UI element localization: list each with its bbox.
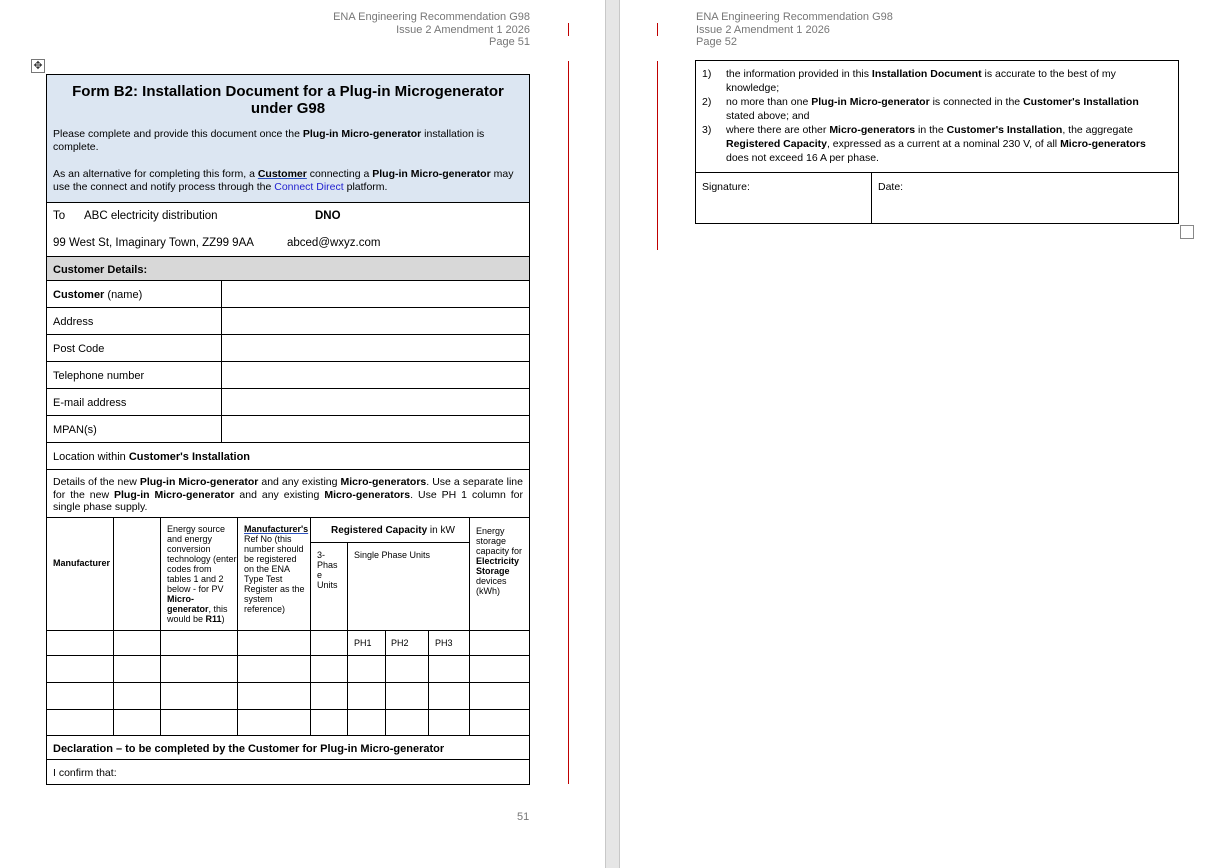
col-ph1: PH1	[354, 638, 372, 648]
col-manufacturer: Manufacturer	[53, 558, 111, 568]
col-ph2: PH2	[391, 638, 409, 648]
connect-direct-link[interactable]: Connect Direct	[274, 181, 344, 193]
mpan-row: MPAN(s)	[47, 416, 529, 443]
date-label: Date:	[878, 181, 904, 193]
page-number: 51	[517, 811, 530, 823]
page2-header-line2: Issue 2 Amendment 1 2026	[696, 23, 830, 36]
location-row: Location within Customer's Installation	[47, 443, 529, 470]
page2-header	[696, 11, 893, 49]
customer-details-header: Customer Details:	[47, 256, 529, 281]
intro-paragraph-1: Please complete and provide this document once the Plug-in Micro-generator installation is complete.	[53, 128, 485, 153]
page-gap-edge-right	[619, 0, 620, 868]
intro-paragraph-2: As an alternative for completing this form, a Customer connecting a Plug-in Micro-generator may use the connect and notify process through the Connect Direct platform.	[53, 168, 514, 193]
to-label: To	[53, 210, 66, 222]
page-gap-edge-left	[605, 0, 606, 868]
col-registered-capacity: Registered Capacity in kW	[331, 525, 455, 536]
revision-bar	[568, 23, 569, 36]
page1-header-line3: Page 51	[489, 36, 530, 48]
page2-header-line1: ENA Engineering Recommendation G98	[696, 11, 893, 23]
col-energy-storage: Energy storage capacity for Electricity Storage devices (kWh)	[476, 526, 523, 596]
page1-header-line2: Issue 2 Amendment 1 2026	[396, 23, 530, 36]
page2-header-line3: Page 52	[696, 36, 737, 48]
recipient-name: ABC electricity distribution	[84, 210, 218, 222]
declaration-continued: 1) the information provided in this Installation Document is accurate to the best of my knowledge; 2) no more than one Plug-in Micro-generator is connected in the Customer's Installation stated above; and 3) where there are other Micro-generators in the Customer's Installation, the aggregate Registered Capacity, expressed as a current at a nominal 230 V, of all Micro-generators does not exceed 16 A per phase. Signature: Date:	[695, 60, 1179, 224]
revision-bar	[568, 61, 569, 784]
form-title: Form B2: Installation Document for a Plug-in Microgenerator under G98	[72, 83, 504, 117]
recipient-email: abced@wxyz.com	[287, 237, 381, 249]
form-intro	[47, 75, 529, 203]
col-three-phase: 3- Phas e Units	[317, 550, 338, 590]
generator-details-instructions: Details of the new Plug-in Micro-generator and any existing Micro-generators. Use a separate line for the new Plug-in Micro-generator and any existing Micro-generators. Use PH 1 column for single phase supply.	[47, 470, 529, 518]
move-arrows-icon[interactable]: ✥	[31, 59, 45, 73]
email-row: E-mail address	[47, 389, 529, 416]
col-single-phase: Single Phase Units	[354, 550, 431, 560]
end-marker-icon	[1180, 225, 1194, 239]
page1-header	[333, 11, 530, 49]
revision-bar	[657, 23, 658, 36]
post-code-row: Post Code	[47, 335, 529, 362]
dno-label: DNO	[315, 210, 341, 222]
recipient-address: 99 West St, Imaginary Town, ZZ99 9AA	[53, 237, 254, 249]
signature-label: Signature:	[702, 181, 750, 193]
customer-name-row: Customer (name)	[47, 281, 529, 308]
confirm-text: I confirm that:	[53, 767, 117, 779]
installation-form	[46, 74, 530, 785]
generator-table	[47, 518, 529, 735]
page1-header-line1: ENA Engineering Recommendation G98	[333, 11, 530, 23]
revision-bar	[657, 61, 658, 250]
address-row: Address	[47, 308, 529, 335]
telephone-row: Telephone number	[47, 362, 529, 389]
declaration-header: Declaration – to be completed by the Customer for Plug-in Micro-generator	[47, 735, 529, 760]
col-manufacturer-ref: Manufacturer's Ref No (this number should be registered on the ENA Type Test Register as the system reference)	[244, 524, 309, 614]
col-ph3: PH3	[435, 638, 453, 648]
page-gap	[605, 0, 620, 868]
col-energy-source: Energy source and energy conversion technology (enter codes from tables 1 and 2 below - for PV Micro-generator, this would be R11)	[167, 524, 237, 624]
